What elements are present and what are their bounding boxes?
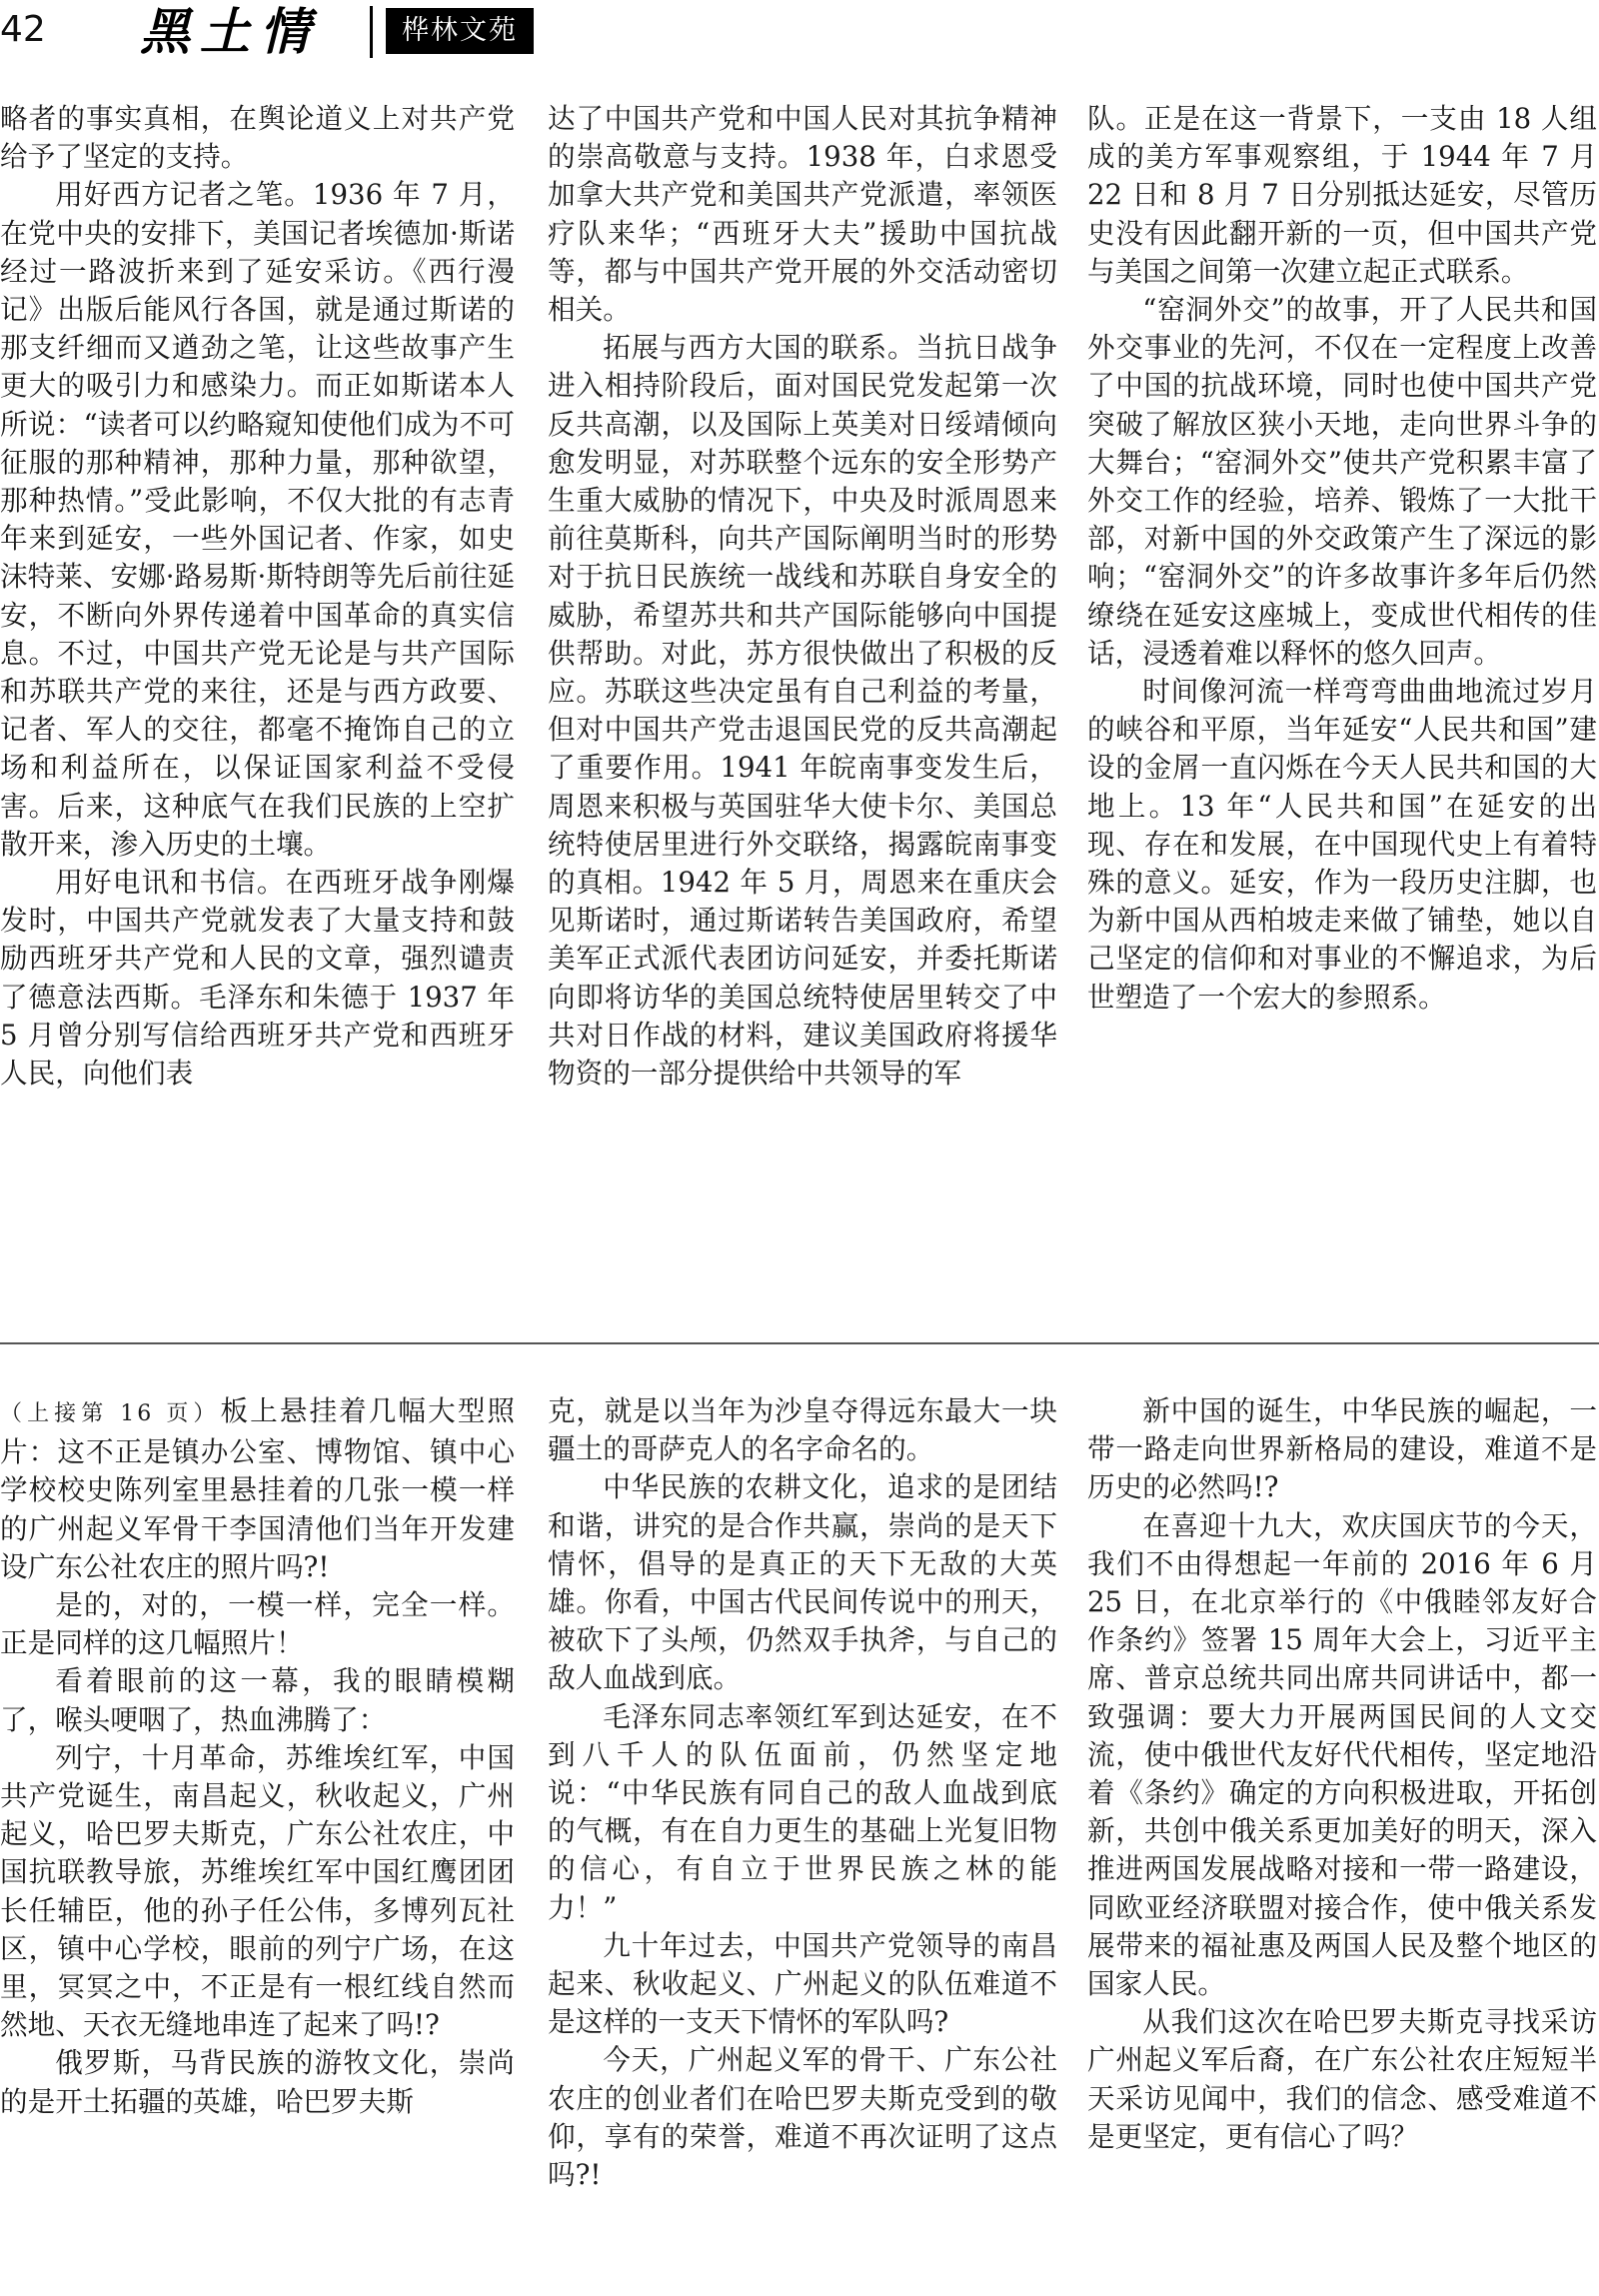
masthead-logo: 黑土情 (140, 2, 320, 61)
paragraph: 时间像河流一样弯弯曲曲地流过岁月的峡谷和平原，当年延安“人民共和国”建设的金屑一直闪烁在今天人民共和国的大地上。13 年“人民共和国”在延安的出现、存在和发展，在中国现代史上有着特殊的意义。延安，作为一段历史注脚，也为新中国从西柏坡走来做了铺垫，她以自己坚定的信仰和对事业的不懈追求，为后世塑造了一个宏大的参照系。 (1087, 675, 1597, 1014)
article-top-column-1 (0, 100, 515, 1091)
article-bottom-column-2 (548, 1392, 1057, 2292)
paragraph: 拓展与西方大国的联系。当抗日战争进入相持阶段后，面对国民党发起第一次反共高潮，以及国际上英美对日绥靖倾向愈发明显，对苏联整个远东的安全形势产生重大威胁的情况下，中央及时派周恩来前往莫斯科，向共产国际阐明当时的形势对于抗日民族统一战线和苏联自身安全的威胁，希望苏共和共产国际能够向中国提供帮助。对此，苏方很快做出了积极的反应。苏联这些决定虽有自己利益的考量，但对中国共产党击退国民党的反共高潮起了重要作用。1941 年皖南事变发生后，周恩来积极与英国驻华大使卡尔、美国总统特使居里进行外交联络，揭露皖南事变的真相。1942 年 5 月，周恩来在重庆会见斯诺时，通过斯诺转告美国政府，希望美军正式派代表团访问延安，并委托斯诺向即将访华的美国总统特使居里转交了中共对日作战的材料，建议美国政府将援华物资的一部分提供给中共领导的军 (548, 331, 1057, 1091)
header-divider (370, 6, 373, 58)
article-top-column-3 (1087, 100, 1597, 1014)
section-divider (0, 1342, 1599, 1344)
paragraph: 今天，广州起义军的骨干、广东公社农庄的创业者们在哈巴罗夫斯克受到的敬仰，享有的荣誉，难道不再次证明了这点吗?! (548, 2043, 1057, 2192)
article-top-column-2 (548, 100, 1057, 1091)
paragraph (0, 1392, 515, 1586)
page-number: 42 (0, 9, 46, 50)
paragraph: 九十年过去，中国共产党领导的南昌起来、秋收起义、广州起义的队伍难道不是这样的一支天下情怀的军队吗? (548, 1928, 1057, 2039)
paragraph: 毛泽东同志率领红军到达延安，在不到八千人的队伍面前，仍然坚定地说：“中华民族有同自己的敌人血战到底的气概，有在自力更生的基础上光复旧物的信心，有自立于世界民族之林的能力！” (548, 1699, 1057, 1924)
paragraph: 从我们这次在哈巴罗夫斯克寻找采访广州起义军后裔，在广东公社农庄短短半天采访见闻中，我们的信念、感受难道不是更坚定，更有信心了吗？ (1087, 2005, 1597, 2153)
paragraph: 是的，对的，一模一样，完全一样。正是同样的这几幅照片！ (0, 1588, 515, 1660)
article-bottom-column-1 (0, 1392, 515, 2292)
paragraph: 看着眼前的这一幕，我的眼睛模糊了，喉头哽咽了，热血沸腾了： (0, 1664, 515, 1736)
paragraph: 中华民族的农耕文化，追求的是团结和谐，讲究的是合作共赢，崇尚的是天下情怀，倡导的是真正的天下无敌的大英雄。你看，中国古代民间传说中的刑天，被砍下了头颅，仍然双手执斧，与自己的敌人血战到底。 (548, 1470, 1057, 1695)
paragraph: 略者的事实真相，在舆论道义上对共产党给予了坚定的支持。 (0, 102, 515, 174)
paragraph: 列宁，十月革命，苏维埃红军，中国共产党诞生，南昌起义，秋收起义，广州起义，哈巴罗夫斯克，广东公社农庄，中国抗联教导旅，苏维埃红军中国红鹰团团长任辅臣，他的孙子任公伟，多博列瓦社区，镇中心学校，眼前的列宁广场，在这里，冥冥之中，不正是有一根红线自然而然地、天衣无缝地串连了起来了吗!? (0, 1740, 515, 2042)
page-header (0, 0, 1599, 64)
paragraph: 在喜迎十九大，欢庆国庆节的今天，我们不由得想起一年前的 2016 年 6 月 25 日，在北京举行的《中俄睦邻友好合作条约》签署 15 周年大会上，习近平主席、普京总统共同出席共同讲话中，都一致强调：要大力开展两国民间的人文交流，使中俄世代友好代代相传，坚定地沿着《条约》确定的方向积极进取，开拓创新，共创中俄关系更加美好的明天，深入推进两国发展战略对接和一带一路建设，同欧亚经济联盟对接合作，使中俄关系发展带来的福祉惠及两国人民及整个地区的国家人民。 (1087, 1508, 1597, 2001)
continued-from-note: （上接第 16 页） (0, 1401, 221, 1426)
article-bottom-column-3 (1087, 1392, 1597, 2292)
paragraph: 新中国的诞生，中华民族的崛起，一带一路走向世界新格局的建设，难道不是历史的必然吗!? (1087, 1394, 1597, 1504)
paragraph: 俄罗斯，马背民族的游牧文化，崇尚的是开土拓疆的英雄，哈巴罗夫斯 (0, 2046, 515, 2118)
paragraph-text: 板上悬挂着几幅大型照片：这不正是镇办公室、博物馆、镇中心学校校史陈列室里悬挂着的几张一模一样的广州起义军骨干李国清他们当年开发建设广东公社农庄的照片吗?! (0, 1394, 515, 1583)
paragraph: 达了中国共产党和中国人民对其抗争精神的崇高敬意与支持。1938 年，白求恩受加拿大共产党和美国共产党派遣，率领医疗队来华；“西班牙大夫”援助中国抗战等，都与中国共产党开展的外交活动密切相关。 (548, 102, 1057, 327)
section-label: 桦林文苑 (386, 8, 534, 54)
paragraph: “窑洞外交”的故事，开了人民共和国外交事业的先河，不仅在一定程度上改善了中国的抗战环境，同时也使中国共产党突破了解放区狭小天地，走向世界斗争的大舞台；“窑洞外交”使共产党积累丰富了外交工作的经验，培养、锻炼了一大批干部，对新中国的外交政策产生了深远的影响；“窑洞外交”的许多故事许多年后仍然缭绕在延安这座城上，变成世代相传的佳话，浸透着难以释怀的悠久回声。 (1087, 293, 1597, 670)
paragraph: 队。正是在这一背景下，一支由 18 人组成的美方军事观察组，于 1944 年 7 月 22 日和 8 月 7 日分别抵达延安，尽管历史没有因此翻开新的一页，但中国共产党与美国之间第一次建立起正式联系。 (1087, 102, 1597, 288)
paragraph: 用好西方记者之笔。1936 年 7 月，在党中央的安排下，美国记者埃德加·斯诺经过一路波折来到了延安采访。《西行漫记》出版后能风行各国，就是通过斯诺的那支纤细而又遒劲之笔，让这些故事产生更大的吸引力和感染力。而正如斯诺本人所说：“读者可以约略窥知使他们成为不可征服的那种精神，那种力量，那种欲望，那种热情。”受此影响，不仅大批的有志青年来到延安，一些外国记者、作家，如史沫特莱、安娜·路易斯·斯特朗等先后前往延安，不断向外界传递着中国革命的真实信息。不过，中国共产党无论是与共产国际和苏联共产党的来往，还是与西方政要、记者、军人的交往，都毫不掩饰自己的立场和利益所在，以保证国家利益不受侵害。后来，这种底气在我们民族的上空扩散开来，渗入历史的土壤。 (0, 178, 515, 861)
paragraph: 克，就是以当年为沙皇夺得远东最大一块疆土的哥萨克人的名字命名的。 (548, 1394, 1057, 1466)
paragraph: 用好电讯和书信。在西班牙战争刚爆发时，中国共产党就发表了大量支持和鼓励西班牙共产党和人民的文章，强烈谴责了德意法西斯。毛泽东和朱德于 1937 年 5 月曾分别写信给西班牙共产党和西班牙人民，向他们表 (0, 866, 515, 1091)
